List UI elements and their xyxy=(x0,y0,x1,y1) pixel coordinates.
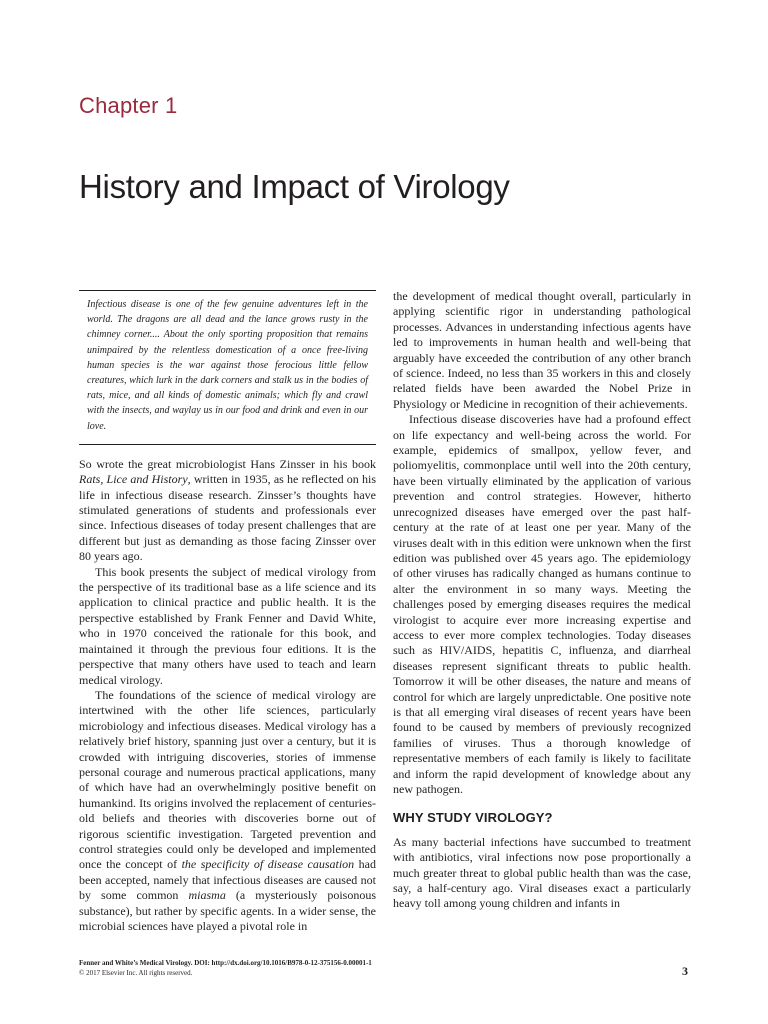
book-title-rats-lice: Rats, Lice and History xyxy=(79,472,188,487)
specificity-phrase: the specificity of disease causation xyxy=(181,857,355,872)
paragraph-foundations xyxy=(79,688,376,935)
right-column xyxy=(393,289,691,912)
intro-text-a: So wrote the great microbiologist Hans Zinsser in his book xyxy=(79,456,376,471)
paragraph-discoveries: Infectious disease discoveries have had a profound effect on life expectancy and well-being across the world. For example, epidemics of smallpox, yellow fever, and poliomyelitis, commonplace until well into the 20th century, have been virtually eliminated by the application of various prevention and control strategies. However, hitherto unrecognized diseases have emerged over the past half-century at the rate of at least one per year. Many of the viruses dealt with in this edition were unknown when the first edition was published over 45 years ago. The epidemiology of other viruses has radically changed as humans continue to alter the environment in so many ways. Meeting the challenges posed by emerging diseases requires the medical virologist to acquire ever more increasing expertise and access to ever more complex technologies. Today diseases such as HIV/AIDS, hepatitis C, influenza, and diarrheal diseases represent significant threats to public health. Tomorrow it will be other diseases, the nature and means of control for which are largely unpredictable. One positive note is that all emerging viral diseases of recent years have been found to be caused by members of previously recognized families of viruses. Thus a thorough knowledge of representative members of each family is likely to facilitate and inform the rapid development of knowledge about any new pathogen. xyxy=(393,412,691,796)
footer-copyright: © 2017 Elsevier Inc. All rights reserved. xyxy=(79,969,193,977)
chapter-title: History and Impact of Virology xyxy=(79,168,510,205)
epigraph-quote: Infectious disease is one of the few genuine adventures left in the world. The dragons are all dead and the lance grows rusty in the chimney corner.... About the only sporting proposition that remains unimpaired by the relentless domestication of a once free-living human species is the war against those ferocious little fellow creatures, which lurk in the dark corners and stalk us in the bodies of rats, mice, and all kinds of domestic animals; which fly and crawl with the insects, and waylay us in our food and drink and even in our love. xyxy=(79,290,376,445)
paragraph-book-perspective: This book presents the subject of medical virology from the perspective of its traditional base as a life science and its application to clinical practice and public health. It is the perspective established by Frank Fenner and David White, who in 1970 conceived the rationale for this book, and maintained it through the previous four editions. It is the perspective that many others have used to teach and learn medical virology. xyxy=(79,564,376,687)
paragraph-intro xyxy=(79,457,376,565)
chapter-label: Chapter 1 xyxy=(79,93,178,118)
foundations-text-c: had been accepted, namely that infectious diseases are caused not by some common xyxy=(79,857,377,903)
paragraph-medical-thought: the development of medical thought overall, particularly in applying scientific rigor in understanding pathological processes. Advances in understanding infectious agents have led to improvements in human health and well-being that arguably have exceeded the contribution of any other branch of science. Indeed, no less than 35 workers in this and closely related fields have been awarded the Nobel Prize in Physiology or Medicine in recognition of their achievements. xyxy=(393,289,691,411)
paragraph-why-study: As many bacterial infections have succumbed to treatment with antibiotics, viral infections now pose proportionally a much greater threat to global public health than was the case, say, a half-century ago. Viral diseases exact a particularly heavy toll among young children and infants in xyxy=(393,834,691,911)
miasma-term: miasma xyxy=(188,888,226,903)
section-heading-why-study: WHY STUDY VIROLOGY? xyxy=(393,810,553,826)
foundations-text-e: (a mysteriously poisonous substance), but rather by specific agents. In a wider sense, the microbial sciences have played a pivotal role in xyxy=(79,888,377,934)
left-column xyxy=(79,290,376,934)
footer xyxy=(79,958,372,978)
intro-text-c: , written in 1935, as he reflected on his life in infectious disease research. Zinsser’s thoughts have stimulated generations of students and professionals ever since. Infectious diseases of today present challenges that are different but just as demanding as those facing Zinsser over 80 years ago. xyxy=(79,472,376,564)
foundations-text-a: The foundations of the science of medical virology are intertwined with the other life sciences, particularly microbiology and infectious diseases. Medical virology has a relatively brief history, spanning just over a century, but it is crowded with intriguing discoveries, stories of immense personal courage and numerous practical applications, many of which have had an overwhelmingly positive benefit on humankind. Its origins involved the replacement of centuries-old beliefs and theories with discoveries borne out of rigorous scientific investigation. Targeted prevention and control strategies could only be developed and implemented once the concept of xyxy=(79,687,376,872)
page-number: 3 xyxy=(682,964,688,978)
footer-doi: Fenner and White’s Medical Virology. DOI: http://dx.doi.org/10.1016/B978-0-12-375156-0.00001-1 xyxy=(79,959,372,967)
